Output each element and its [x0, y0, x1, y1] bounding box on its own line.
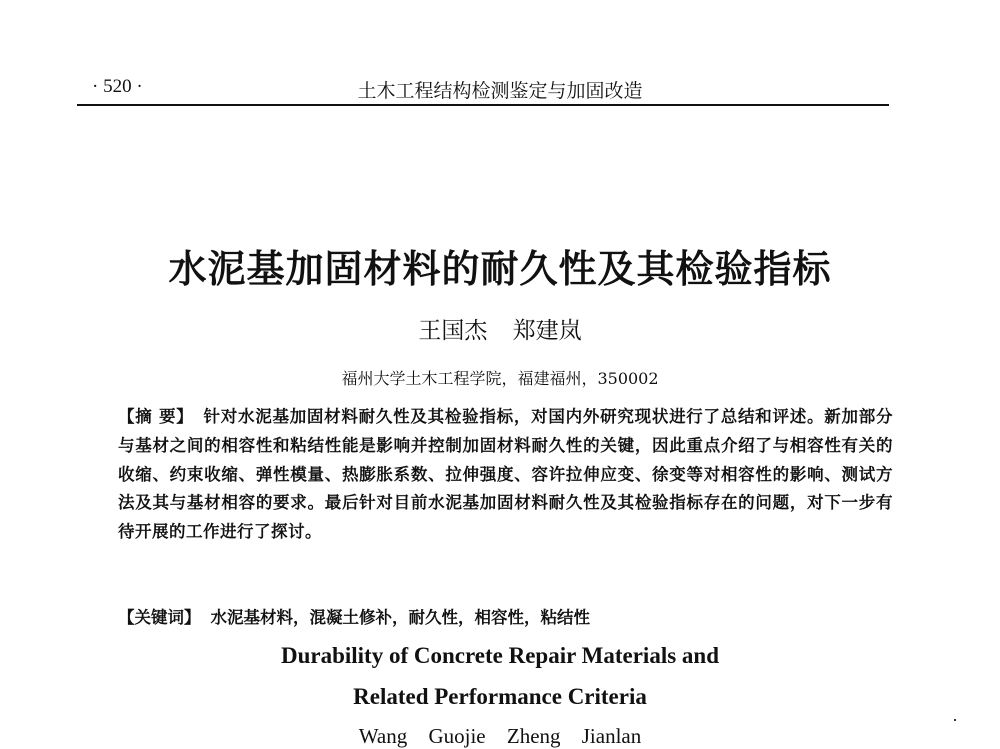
running-header: 土木工程结构检测鉴定与加固改造 — [357, 80, 643, 102]
paper-title-en-line2: Related Performance Criteria — [353, 684, 647, 709]
abstract — [118, 403, 893, 547]
authors-en: Wang Guojie Zheng Jianlan — [358, 724, 642, 748]
authors-cn: 王国杰 郑建岚 — [418, 318, 582, 344]
abstract-text: 针对水泥基加固材料耐久性及其检验指标，对国内外研究现状进行了总结和评述。新加部分与基材之间的相容性和粘结性能是影响并控制加固材料耐久性的关键，因此重点介绍了与相容性有关的收缩、约束收缩、弹性模量、热膨胀系数、拉伸强度、容许拉伸应变、徐变等对相容性的影响、测试方法及其与基材相容的要求。最后针对目前水泥基加固材料耐久性及其检验指标存在的问题，对下一步有待开展的工作进行了探讨。 — [118, 407, 893, 542]
paper-title-en-line1: Durability of Concrete Repair Materials and — [280, 643, 719, 668]
page-number: · 520 · — [92, 76, 143, 97]
paper-title-cn: 水泥基加固材料的耐久性及其检验指标 — [168, 246, 832, 291]
scan-speck — [954, 719, 956, 721]
keywords — [118, 604, 893, 628]
keywords-text: 水泥基材料，混凝土修补，耐久性，相容性，粘结性 — [210, 608, 590, 627]
header-rule — [77, 104, 889, 106]
abstract-label: 【摘 要】 — [118, 407, 194, 426]
affiliation-cn: 福州大学土木工程学院，福建福州，350002 — [341, 369, 659, 388]
keywords-label: 【关键词】 — [118, 608, 201, 627]
